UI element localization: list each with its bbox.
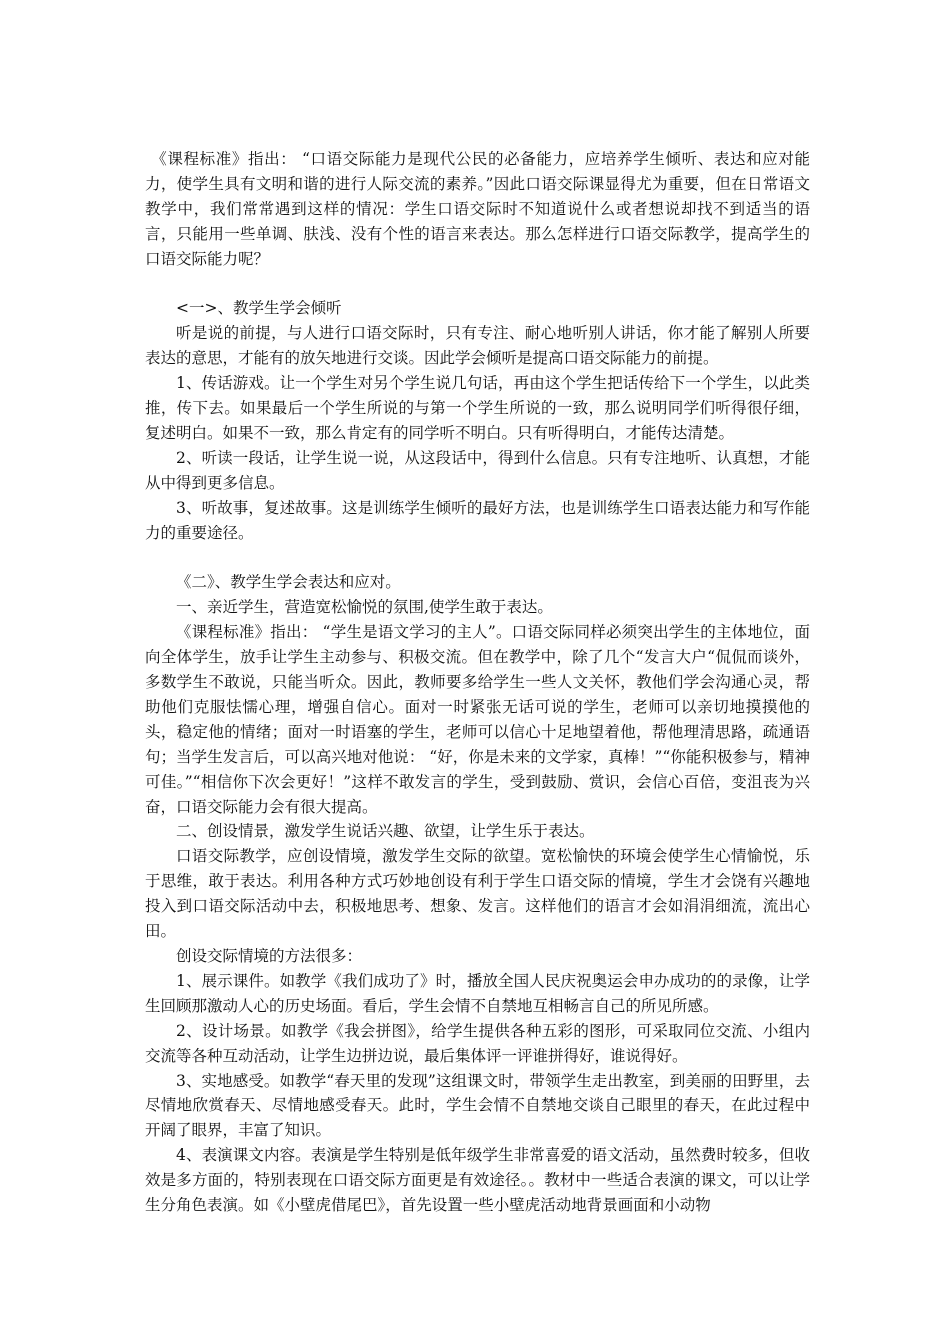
paragraph: 3、听故事，复述故事。这是训练学生倾听的最好方法，也是训练学生口语表达能力和写作能力的重要途径。 [145, 498, 810, 542]
paragraph: 二、创设情景，激发学生说话兴趣、欲望，让学生乐于表达。 [176, 822, 595, 841]
paragraph: 1、展示课件。如教学《我们成功了》时，播放全国人民庆祝奥运会申办成功的的录像，让学生回顾那激动人心的历史场面。看后，学生会情不自禁地互相畅言自己的所见所感。 [145, 971, 810, 1015]
paragraph: 听是说的前提，与人进行口语交际时，只有专注、耐心地听别人讲话，你才能了解别人所要表达的意思，才能有的放矢地进行交谈。因此学会倾听是提高口语交际能力的前提。 [145, 324, 810, 368]
intro-paragraph: 《课程标准》指出： “口语交际能力是现代公民的必备能力，应培养学生倾听、表达和应对能力，使学生具有文明和谐的进行人际交流的素养。”因此口语交际课显得尤为重要，但在日常语文教学中，我们常常遇到这样的情况：学生口语交际时不知道说什么或者想说却找不到适当的语言，只能用一些单调、肤浅、没有个性的语言来表达。那么怎样进行口语交际教学，提高学生的口语交际能力呢？ [145, 150, 810, 268]
document-body [145, 147, 810, 1218]
paragraph: 《课程标准》指出： “学生是语文学习的主人”。口语交际同样必须突出学生的主体地位，面向全体学生，放手让学生主动参与、积极交流。但在教学中，除了几个“发言大户“侃侃而谈外，多数学生不敢说，只能当听众。因此，教师要多给学生一些人文关怀，教他们学会沟通心灵，帮助他们克服怯懦心理，增强自信心。面对一时紧张无话可说的学生，老师可以亲切地摸摸他的头，稳定他的情绪；面对一时语塞的学生，老师可以信心十足地望着他，帮他理清思路，疏通语句；当学生发言后，可以高兴地对他说： “好，你是未来的文学家，真棒！”“你能积极参与，精神可佳。”“相信你下次会更好！”这样不敢发言的学生，受到鼓励、赏识，会信心百倍，变沮丧为兴奋，口语交际能力会有很大提高。 [145, 623, 810, 816]
paragraph: 4、表演课文内容。表演是学生特别是低年级学生非常喜爱的语文活动，虽然费时较多，但收效是多方面的，特别表现在口语交际方面更是有效途径。。教材中一些适合表演的课文，可以让学生分角色表演。如《小壁虎借尾巴》，首先设置一些小壁虎活动地背景画面和小动物 [145, 1146, 810, 1215]
section-heading-1: <一>、教学生学会倾听 [176, 299, 342, 318]
paragraph: 2、听读一段话，让学生说一说，从这段话中，得到什么信息。只有专注地听、认真想，才能从中得到更多信息。 [145, 448, 810, 492]
paragraph: 一、亲近学生，营造宽松愉悦的氛围,使学生敢于表达。 [176, 598, 553, 617]
blank-line [145, 272, 810, 297]
paragraph: 口语交际教学，应创设情境，激发学生交际的欲望。宽松愉快的环境会使学生心情愉悦，乐于思维，敢于表达。利用各种方式巧妙地创设有利于学生口语交际的情境，学生才会饶有兴趣地投入到口语交际活动中去，积极地思考、想象、发言。这样他们的语言才会如涓涓细流，流出心田。 [145, 847, 810, 941]
paragraph: 创设交际情境的方法很多： [176, 946, 363, 965]
blank-line [145, 545, 810, 570]
section-heading-2: 《二》、教学生学会表达和应对。 [176, 573, 401, 592]
paragraph: 2、设计场景。如教学《我会拼图》，给学生提供各种五彩的图形，可采取同位交流、小组内交流等各种互动活动，让学生边拼边说，最后集体评一评谁拼得好，谁说得好。 [145, 1021, 810, 1065]
paragraph: 3、实地感受。如教学“春天里的发现”这组课文时，带领学生走出教室，到美丽的田野里，去尽情地欣赏春天、尽情地感受春天。此时，学生会情不自禁地交谈自己眼里的春天，在此过程中开阔了眼界，丰富了知识。 [145, 1071, 810, 1140]
paragraph: 1、传话游戏。让一个学生对另个学生说几句话，再由这个学生把话传给下一个学生，以此类推，传下去。如果最后一个学生所说的与第一个学生所说的一致，那么说明同学们听得很仔细，复述明白。如果不一致，那么肯定有的同学听不明白。只有听得明白，才能传达清楚。 [145, 374, 810, 442]
